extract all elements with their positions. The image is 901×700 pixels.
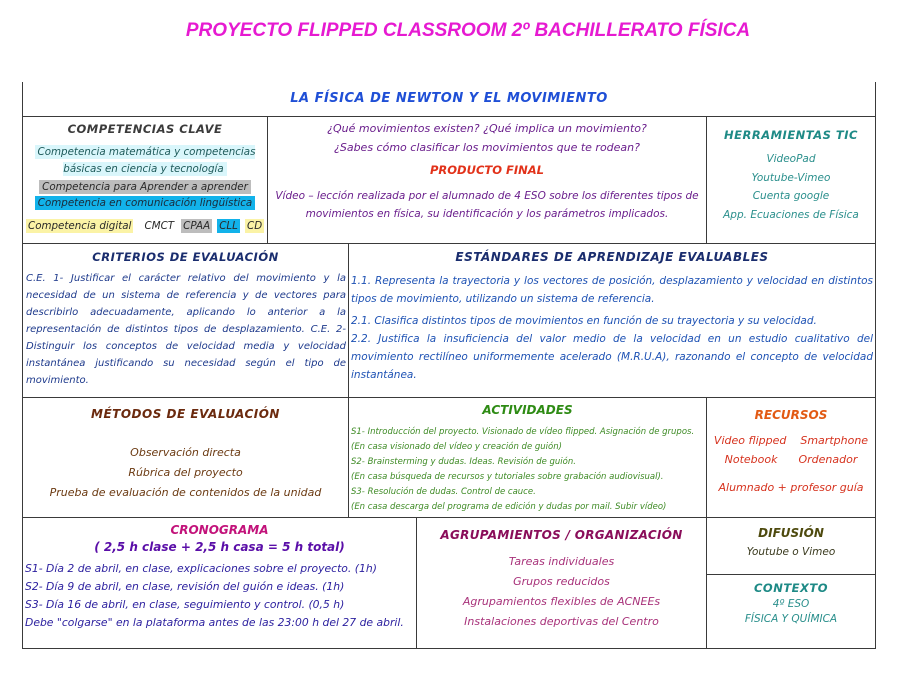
recursos-cell [707,398,875,517]
cronograma-header: CRONOGRAMA [170,523,269,537]
competencia-item: Competencia matemática y competencias básicas en ciencia y tecnología [35,145,256,176]
agrupamiento-item: Tareas individuales [508,555,615,568]
competencia-item: Competencia para Aprender a aprender [39,180,251,194]
actividad-item: S3- Resolución de dudas. Control de cauce. [351,487,536,497]
metodos-header: MÉTODOS DE EVALUACIÓN [91,407,280,421]
metodos-cell [23,398,348,517]
estandar-item: 2.1. Clasifica distintos tipos de movimientos en función de su trayectoria y su velocidad. [351,315,817,327]
recursos-header: RECURSOS [754,408,828,422]
cronograma-item: S2- Día 9 de abril, en clase, revisión del guión e ideas. (1h) [25,580,345,593]
recurso-item: Alumnado + profesor guía [718,481,864,494]
actividad-item: S1- Introducción del proyecto. Visionado de vídeo flipped. Asignación de grupos. [351,427,695,437]
actividad-item: (En casa descarga del programa de edición y dudas por mail. Subir vídeo) [351,502,667,512]
agrupamiento-item: Agrupamientos flexibles de ACNEEs [462,595,661,608]
cronograma-cell [23,518,416,648]
metodo-item: Rúbrica del proyecto [128,466,243,479]
difusion-text: Youtube o Vimeo [746,546,836,558]
agrupamientos-header: AGRUPAMIENTOS / ORGANIZACIÓN [440,528,683,542]
cronograma-item: Debe "colgarse" en la plataforma antes de las 23:00 h del 27 de abril. [25,616,404,629]
agrupamiento-item: Instalaciones deportivas del Centro [464,615,659,628]
herramienta-item: Cuenta google [752,190,830,202]
competencia-tag: CPAA [183,220,211,232]
metodo-item: Prueba de evaluación de contenidos de la unidad [49,486,322,499]
recurso-item: Ordenador [798,453,858,466]
herramienta-item: VideoPad [766,153,816,165]
estandares-header: ESTÁNDARES DE APRENDIZAJE EVALUABLES [455,250,769,264]
main-header: LA FÍSICA DE NEWTON Y EL MOVIMIENTO [290,91,608,106]
cronograma-item: S1- Día 2 de abril, en clase, explicaciones sobre el proyecto. (1h) [25,562,377,575]
difusion-header: DIFUSIÓN [758,526,824,540]
recurso-item: Video flipped [713,434,787,447]
actividad-item: S2- Brainsterming y dudas. Ideas. Revisión de guión. [351,457,576,467]
actividades-cell [349,398,706,517]
criterios-text: C.E. 1- Justificar el carácter relativo del movimiento y la necesidad de un sistema de referencia y de vectores para describirlo adecuadamente, aplicando lo anterior a la representación de distintos tipos de desplazamiento. C.E. 2- Distinguir los conceptos de velocidad media y velocidad instantánea justificando su necesidad según el tipo de movimiento. [26,273,346,386]
pregunta-1: ¿Qué movimientos existen? ¿Qué implica un movimiento? [327,122,647,135]
herramienta-item: Youtube-Vimeo [751,171,831,184]
recurso-item: Notebook [724,453,778,466]
competencia-tag: Competencia digital [28,220,132,232]
cronograma-item: S3- Día 16 de abril, en clase, seguimiento y control. (0,5 h) [25,598,345,611]
preguntas-cell [268,117,706,243]
producto-final-header: PRODUCTO FINAL [430,163,544,177]
metodo-item: Observación directa [130,446,241,459]
page-title: PROYECTO FLIPPED CLASSROOM 2º BACHILLERATO FÍSICA [185,20,751,41]
contexto-cell [707,575,875,648]
recurso-item: Smartphone [800,434,869,447]
competencia-tag: CMCT [144,220,175,232]
criterios-header: CRITERIOS DE EVALUACIÓN [92,250,279,264]
criterios-cell [23,244,348,397]
competencia-tag: CD [247,220,263,232]
actividad-item: (En casa visionado del vídeo y creación de guión) [351,442,562,452]
herramientas-header: HERRAMIENTAS TIC [724,128,858,142]
estandares-cell [349,244,875,397]
competencias-header: COMPETENCIAS CLAVE [67,122,223,136]
estandar-item: 2.2. Justifica la insuficiencia del valor medio de la velocidad en un estudio cualitativo del movimiento rectilíneo uniformemente acelerado (M.R.U.A), razonando el concepto de velocidad instantánea. [351,333,873,381]
contexto-line1: 4º ESO [772,598,810,610]
estandar-item: 1.1. Representa la trayectoria y los vectores de posición, desplazamiento y velocidad en distintos tipos de movimiento, utilizando un sistema de referencia. [351,275,873,305]
difusion-cell [707,518,875,574]
contexto-header: CONTEXTO [753,581,829,595]
competencia-tag: CLL [219,220,238,232]
competencia-item: Competencia en comunicación lingüística [35,196,255,210]
herramienta-item: App. Ecuaciones de Física [723,208,859,221]
actividades-header: ACTIVIDADES [482,403,573,417]
herramientas-cell [707,117,875,243]
agrupamientos-cell [417,518,706,648]
cronograma-subheader: ( 2,5 h clase + 2,5 h casa = 5 h total) [94,540,345,554]
producto-final-text: Vídeo – lección realizada por el alumnado de 4 ESO sobre los diferentes tipos de movimientos en física, su identificación y los parámetros implicados. [275,190,699,220]
actividad-item: (En casa búsqueda de recursos y tutoriales sobre grabación audiovisual). [351,472,664,482]
competencias-cell [23,117,267,243]
contexto-line2: FÍSICA Y QUÍMICA [744,613,838,625]
pregunta-2: ¿Sabes cómo clasificar los movimientos que te rodean? [334,141,640,154]
agrupamiento-item: Grupos reducidos [513,575,610,588]
